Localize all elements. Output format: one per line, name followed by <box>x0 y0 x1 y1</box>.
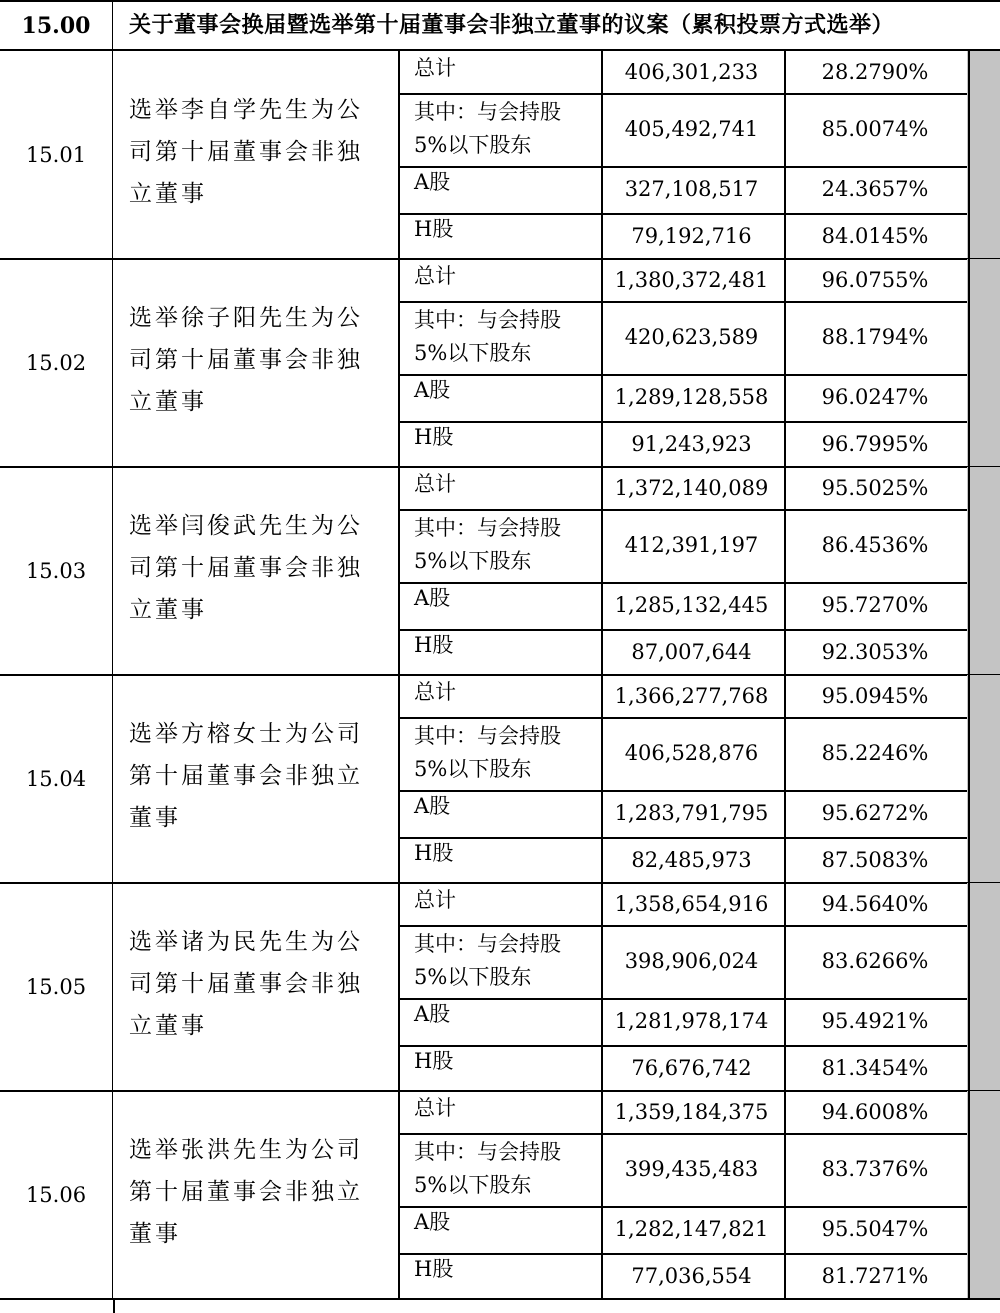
table-row <box>398 582 1000 629</box>
vote-count: 87,007,644 <box>631 640 752 664</box>
table-row <box>398 213 1000 259</box>
shaded-cell <box>967 675 1000 717</box>
category-line: 其中：与会持股 <box>414 724 561 748</box>
column-divider <box>784 51 786 259</box>
table-header-row <box>0 0 1000 51</box>
shaded-cell <box>967 1091 1000 1133</box>
vote-percentage: 88.1794% <box>821 325 929 349</box>
item-description <box>129 259 389 467</box>
column-divider <box>601 51 603 259</box>
description-line: 选举方榕女士为公司 <box>129 721 363 747</box>
item-number: 15.06 <box>0 1091 113 1299</box>
shaded-cell <box>967 925 1000 998</box>
item-number: 15.01 <box>0 51 113 259</box>
description-line: 司第十届董事会非独 <box>129 971 363 997</box>
column-divider <box>968 675 970 883</box>
vote-percentage: 92.3053% <box>821 640 929 664</box>
proposal-group <box>0 675 1000 883</box>
table-row <box>398 1091 1000 1133</box>
vote-count: 420,623,589 <box>624 325 759 349</box>
category-line: 5%以下股东 <box>414 549 532 573</box>
shareholder-category <box>414 1136 561 1202</box>
vote-percentage: 24.3657% <box>821 177 929 201</box>
column-divider <box>784 259 786 467</box>
vote-percentage: 94.5640% <box>821 892 929 916</box>
shaded-cell <box>967 166 1000 213</box>
shareholder-category: 总计 <box>414 680 456 704</box>
vote-percentage: 95.5047% <box>821 1217 929 1241</box>
vote-percentage: 83.7376% <box>821 1157 929 1181</box>
table-row <box>398 166 1000 213</box>
description-line: 司第十届董事会非独 <box>129 555 363 581</box>
shaded-cell <box>967 259 1000 301</box>
column-divider <box>601 883 603 1091</box>
category-line: 其中：与会持股 <box>414 1140 561 1164</box>
proposal-group <box>0 259 1000 467</box>
table-row <box>398 467 1000 509</box>
vote-percentage: 96.0755% <box>821 268 929 292</box>
shareholder-category: A股 <box>414 1210 451 1234</box>
description-line: 选举闫俊武先生为公 <box>129 513 363 539</box>
table-row <box>398 998 1000 1045</box>
item-description <box>129 467 389 675</box>
vote-percentage: 85.2246% <box>821 741 929 765</box>
description-line: 司第十届董事会非独 <box>129 347 363 373</box>
shareholder-category: H股 <box>414 1049 454 1073</box>
table-row <box>398 259 1000 301</box>
vote-count: 76,676,742 <box>631 1056 752 1080</box>
vote-count: 327,108,517 <box>624 177 759 201</box>
shaded-cell <box>967 213 1000 259</box>
shaded-cell <box>967 374 1000 421</box>
table-row <box>398 925 1000 998</box>
table-row <box>398 675 1000 717</box>
description-line: 第十届董事会非独立 <box>129 1179 363 1205</box>
column-divider <box>601 259 603 467</box>
vote-percentage: 81.7271% <box>821 1264 929 1288</box>
vote-count: 406,301,233 <box>624 60 759 84</box>
column-divider <box>398 675 400 883</box>
shareholder-category: H股 <box>414 841 454 865</box>
vote-count: 1,283,791,795 <box>614 801 769 825</box>
vote-count: 91,243,923 <box>631 432 752 456</box>
table-row <box>398 883 1000 925</box>
description-line: 董事 <box>129 805 181 831</box>
proposal-group <box>0 1091 1000 1299</box>
vote-percentage: 84.0145% <box>821 224 929 248</box>
vote-percentage: 28.2790% <box>821 60 929 84</box>
shareholder-category: H股 <box>414 217 454 241</box>
shaded-cell <box>967 998 1000 1045</box>
proposal-title: 关于董事会换届暨选举第十届董事会非独立董事的议案（累积投票方式选举） <box>129 12 895 38</box>
shareholder-category: H股 <box>414 425 454 449</box>
item-description <box>129 1091 389 1299</box>
column-divider <box>784 675 786 883</box>
vote-count: 1,282,147,821 <box>614 1217 769 1241</box>
description-line: 立董事 <box>129 597 207 623</box>
table-row <box>398 1133 1000 1206</box>
shaded-cell <box>967 509 1000 582</box>
shaded-cell <box>967 93 1000 166</box>
vote-count: 1,285,132,445 <box>614 593 769 617</box>
vote-percentage: 85.0074% <box>821 117 929 141</box>
shareholder-category: A股 <box>414 586 451 610</box>
shaded-cell <box>967 1045 1000 1091</box>
table-row <box>398 51 1000 93</box>
vote-percentage: 83.6266% <box>821 949 929 973</box>
column-divider <box>784 467 786 675</box>
column-divider <box>398 467 400 675</box>
shaded-cell <box>967 629 1000 675</box>
vote-count: 79,192,716 <box>631 224 752 248</box>
item-description <box>129 51 389 259</box>
table-row <box>398 421 1000 467</box>
category-line: 其中：与会持股 <box>414 308 561 332</box>
column-divider <box>784 883 786 1091</box>
vote-count: 1,281,978,174 <box>614 1009 769 1033</box>
vote-count: 398,906,024 <box>624 949 759 973</box>
column-divider <box>968 1091 970 1299</box>
item-number: 15.05 <box>0 883 113 1091</box>
shaded-cell <box>967 1206 1000 1253</box>
description-line: 立董事 <box>129 181 207 207</box>
column-divider <box>968 883 970 1091</box>
vote-count: 82,485,973 <box>631 848 752 872</box>
vote-percentage: 86.4536% <box>821 533 929 557</box>
table-row <box>398 837 1000 883</box>
table-row <box>398 374 1000 421</box>
vote-count: 1,366,277,768 <box>614 684 769 708</box>
vote-count: 412,391,197 <box>624 533 759 557</box>
vote-percentage: 95.0945% <box>821 684 929 708</box>
table-row <box>398 93 1000 166</box>
table-row <box>398 1206 1000 1253</box>
shaded-cell <box>967 790 1000 837</box>
column-divider <box>398 259 400 467</box>
column-divider <box>784 1091 786 1299</box>
column-divider <box>968 467 970 675</box>
description-line: 立董事 <box>129 389 207 415</box>
table-row <box>398 717 1000 790</box>
vote-percentage: 96.7995% <box>821 432 929 456</box>
category-line: 5%以下股东 <box>414 341 532 365</box>
shaded-cell <box>967 883 1000 925</box>
category-line: 5%以下股东 <box>414 1173 532 1197</box>
vote-count: 406,528,876 <box>624 741 759 765</box>
vote-count: 1,380,372,481 <box>614 268 769 292</box>
vote-count: 1,359,184,375 <box>614 1100 769 1124</box>
shaded-cell <box>967 582 1000 629</box>
shaded-cell <box>967 1253 1000 1299</box>
shareholder-category <box>414 512 561 578</box>
shareholder-category: A股 <box>414 794 451 818</box>
shareholder-category: H股 <box>414 1257 454 1281</box>
category-line: 其中：与会持股 <box>414 100 561 124</box>
shareholder-category <box>414 720 561 786</box>
table-row <box>398 790 1000 837</box>
proposal-group <box>0 883 1000 1091</box>
column-divider <box>113 1299 115 1313</box>
vote-percentage: 87.5083% <box>821 848 929 872</box>
item-description <box>129 883 389 1091</box>
vote-count: 1,358,654,916 <box>614 892 769 916</box>
table-row <box>398 629 1000 675</box>
description-line: 董事 <box>129 1221 181 1247</box>
vote-percentage: 94.6008% <box>821 1100 929 1124</box>
category-line: 其中：与会持股 <box>414 516 561 540</box>
item-number: 15.02 <box>0 259 113 467</box>
description-line: 选举诸为民先生为公 <box>129 929 363 955</box>
description-line: 立董事 <box>129 1013 207 1039</box>
shareholder-category: H股 <box>414 633 454 657</box>
vote-count: 405,492,741 <box>624 117 759 141</box>
shareholder-category <box>414 96 561 162</box>
table-row <box>398 1253 1000 1299</box>
column-divider <box>601 675 603 883</box>
vote-percentage: 96.0247% <box>821 385 929 409</box>
shaded-cell <box>967 837 1000 883</box>
category-line: 5%以下股东 <box>414 133 532 157</box>
shareholder-category: 总计 <box>414 1096 456 1120</box>
description-line: 第十届董事会非独立 <box>129 763 363 789</box>
shareholder-category <box>414 304 561 370</box>
column-divider <box>398 51 400 259</box>
shaded-cell <box>967 1133 1000 1206</box>
vote-percentage: 95.4921% <box>821 1009 929 1033</box>
description-line: 选举李自学先生为公 <box>129 97 363 123</box>
table-row <box>398 301 1000 374</box>
shareholder-category: A股 <box>414 170 451 194</box>
description-line: 司第十届董事会非独 <box>129 139 363 165</box>
description-line: 选举徐子阳先生为公 <box>129 305 363 331</box>
category-line: 5%以下股东 <box>414 757 532 781</box>
column-divider <box>968 51 970 259</box>
item-number: 15.03 <box>0 467 113 675</box>
column-divider <box>601 467 603 675</box>
table-row <box>398 509 1000 582</box>
shaded-cell <box>967 51 1000 93</box>
shaded-cell <box>967 421 1000 467</box>
shaded-cell <box>967 467 1000 509</box>
group-divider <box>0 1298 1000 1300</box>
shaded-cell <box>967 301 1000 374</box>
shareholder-category: 总计 <box>414 56 456 80</box>
column-divider <box>968 259 970 467</box>
table-row <box>398 1045 1000 1091</box>
category-line: 其中：与会持股 <box>414 932 561 956</box>
column-divider <box>601 1091 603 1299</box>
shaded-cell <box>967 717 1000 790</box>
vote-count: 77,036,554 <box>631 1264 752 1288</box>
proposal-group <box>0 467 1000 675</box>
item-number: 15.04 <box>0 675 113 883</box>
vote-count: 1,372,140,089 <box>614 476 769 500</box>
item-description <box>129 675 389 883</box>
vote-percentage: 95.6272% <box>821 801 929 825</box>
category-line: 5%以下股东 <box>414 965 532 989</box>
shareholder-category: 总计 <box>414 472 456 496</box>
column-divider <box>398 1091 400 1299</box>
description-line: 选举张洪先生为公司 <box>129 1137 363 1163</box>
shareholder-category: 总计 <box>414 264 456 288</box>
vote-percentage: 95.7270% <box>821 593 929 617</box>
shareholder-category: 总计 <box>414 888 456 912</box>
proposal-number: 15.00 <box>0 2 113 49</box>
proposal-group <box>0 51 1000 259</box>
vote-percentage: 95.5025% <box>821 476 929 500</box>
vote-percentage: 81.3454% <box>821 1056 929 1080</box>
vote-count: 399,435,483 <box>624 1157 759 1181</box>
column-divider <box>398 883 400 1091</box>
shareholder-category <box>414 928 561 994</box>
shareholder-category: A股 <box>414 378 451 402</box>
vote-count: 1,289,128,558 <box>614 385 769 409</box>
shareholder-category: A股 <box>414 1002 451 1026</box>
